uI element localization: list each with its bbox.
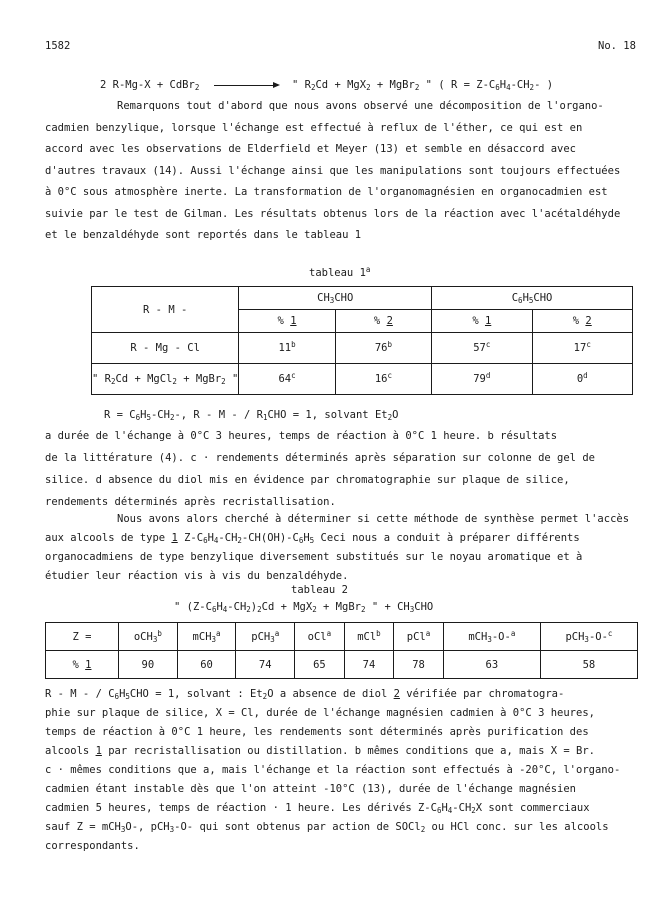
table-row bbox=[46, 651, 638, 679]
row-label: " $R_2Cd$ + MgCl$_2$ + MgBr$_2$ " bbox=[92, 364, 239, 395]
table-cell: 74 bbox=[344, 651, 394, 679]
table-cell: 79$^d$ bbox=[432, 364, 532, 395]
table-1-caption: tableau 1$^a$ bbox=[309, 265, 371, 279]
equation-left: 2 R-Mg-X + CdBr$_2$ bbox=[100, 79, 200, 92]
note-line: a durée de l'échange à 0°C 3 heures, temps de réaction à 0°C 1 heure. b résultats bbox=[45, 430, 558, 442]
table-cell: 0$^d$ bbox=[532, 364, 632, 395]
paragraph-line: aux alcools de type 1 $Z-C_6H_4-CH_2-CH(OH)-C_6H_5$ Ceci nous a conduit à préparer différents bbox=[45, 532, 580, 545]
table-1-legend: $R = C_6H_5-CH_2-$, R - M - / $R_1CHO = 1$, solvant $Et_2O$ bbox=[104, 409, 399, 422]
table-cell: 58 bbox=[540, 651, 637, 679]
equation-right: " $R_2Cd + MgX_2$ + MgBr$_2$ " ( $R = Z-C_6H_4-CH_2-$ ) bbox=[292, 79, 554, 92]
table-cell: 64$^c$ bbox=[239, 364, 335, 395]
paragraph-line: et le benzaldéhyde sont reportés dans le tableau 1 bbox=[45, 229, 362, 241]
table-cell: 74 bbox=[236, 651, 295, 679]
subheader-cell: % 2 bbox=[532, 310, 632, 333]
column-header: oCl$^a$ bbox=[295, 623, 345, 651]
row-label: % 1 bbox=[46, 651, 119, 679]
header-label: Z = bbox=[46, 623, 119, 651]
note-line: sauf Z = mCH$_3$O-, pCH$_3$-O- qui sont obtenus par action de SOCl$_2$ ou HCl conc. sur les alcools bbox=[45, 821, 609, 834]
table-cell: 11$^b$ bbox=[239, 333, 335, 364]
column-header: pCH$_3^a$ bbox=[236, 623, 295, 651]
table-row bbox=[92, 333, 633, 364]
note-line: c · mêmes conditions que a, mais l'échange et la réaction sont effectués à -20°C, l'organo- bbox=[45, 764, 621, 776]
table-2 bbox=[45, 622, 638, 679]
column-header: mCH$_3^a$ bbox=[177, 623, 236, 651]
issue-number: No. 18 bbox=[598, 40, 636, 52]
table-row bbox=[92, 364, 633, 395]
column-header: mCl$^b$ bbox=[344, 623, 394, 651]
table-2-equation: " $(Z-C_6H_4-CH_2)_2Cd + MgX_2$ + MgBr$_2$ " + $CH_3CHO$ bbox=[174, 601, 434, 614]
reaction-equation bbox=[100, 79, 553, 91]
paragraph-line: d'autres travaux (14). Aussi l'échange ainsi que les manipulations sont toujours effectuées bbox=[45, 164, 621, 177]
note-line: phie sur plaque de silice, X = Cl, durée de l'échange magnésien cadmien à 0°C 3 heures, bbox=[45, 707, 595, 719]
column-header: pCl$^a$ bbox=[394, 623, 444, 651]
table-cell: 78 bbox=[394, 651, 444, 679]
reaction-arrow-icon bbox=[214, 85, 278, 86]
column-header-rm: R - M - bbox=[92, 287, 239, 333]
note-line: R - M - / $C_6H_5CHO = 1$, solvant : $Et_2O$ a absence de diol 2 vérifiée par chromatogra- bbox=[45, 688, 565, 701]
table-cell: 57$^c$ bbox=[432, 333, 532, 364]
paragraph-line: étudier leur réaction vis à vis du benzaldéhyde. bbox=[45, 570, 349, 582]
table-1 bbox=[91, 286, 633, 395]
table-header-row bbox=[46, 623, 638, 651]
note-line: correspondants. bbox=[45, 840, 140, 852]
table-1-notes bbox=[45, 425, 645, 513]
column-header: oCH$_3^b$ bbox=[119, 623, 178, 651]
table-cell: 17$^c$ bbox=[532, 333, 632, 364]
column-group-benzaldehyde: $C_6H_5CHO$ bbox=[432, 287, 633, 310]
paragraph-line: Remarquons tout d'abord que nous avons observé une décomposition de l'organo- bbox=[117, 100, 604, 112]
table-2-caption: tableau 2 bbox=[291, 584, 348, 596]
note-line: alcools 1 par recristallisation ou distillation. b mêmes conditions que a, mais X = Br. bbox=[45, 745, 595, 757]
row-label: R - Mg - Cl bbox=[92, 333, 239, 364]
column-header: mCH$_3$-O-$^a$ bbox=[443, 623, 540, 651]
page-number: 1582 bbox=[45, 40, 71, 52]
subheader-cell: % 1 bbox=[239, 310, 335, 333]
paragraph-line: à 0°C sous atmosphère inerte. La transformation de l'organomagnésien en organocadmien est bbox=[45, 186, 608, 198]
subheader-cell: % 1 bbox=[432, 310, 532, 333]
table-2-notes bbox=[45, 685, 645, 856]
note-line: temps de réaction à 0°C 1 heure, les rendements sont déterminés après purification des bbox=[45, 726, 589, 738]
table-cell: 76$^b$ bbox=[335, 333, 431, 364]
note-line: rendements déterminés après recristallisation. bbox=[45, 496, 336, 508]
table-cell: 90 bbox=[119, 651, 178, 679]
table-cell: 63 bbox=[443, 651, 540, 679]
paragraph-line: Nous avons alors cherché à déterminer si cette méthode de synthèse permet l'accès bbox=[117, 513, 630, 525]
subheader-cell: % 2 bbox=[335, 310, 431, 333]
paragraph-line: organocadmiens de type benzylique diversement substitués sur le noyau aromatique et à bbox=[45, 551, 583, 563]
note-line: cadmien 5 heures, temps de réaction · 1 heure. Les dérivés $Z-C_6H_4-CH_2X$ sont commerciaux bbox=[45, 802, 590, 815]
note-line: de la littérature (4). c · rendements déterminés après séparation sur colonne de gel de bbox=[45, 452, 595, 464]
note-line: silice. d absence du diol mis en évidence par chromatographie sur plaque de silice, bbox=[45, 474, 570, 486]
paragraph-1 bbox=[45, 96, 635, 247]
table-cell: 16$^c$ bbox=[335, 364, 431, 395]
table-cell: 65 bbox=[295, 651, 345, 679]
paragraph-line: suivie par le test de Gilman. Les résultats obtenus lors de la réaction avec l'acétaldéhyde bbox=[45, 207, 621, 220]
note-line: cadmien étant instable dès que l'on atteint -10°C (13), durée de l'échange magnésien bbox=[45, 783, 577, 795]
paragraph-line: accord avec les observations de Elderfield et Meyer (13) et semble en désaccord avec bbox=[45, 143, 577, 155]
paragraph-2 bbox=[45, 510, 635, 586]
column-group-acetaldehyde: $CH_3CHO$ bbox=[239, 287, 432, 310]
paragraph-line: cadmien benzylique, lorsque l'échange est effectué à reflux de l'éther, ce qui est en bbox=[45, 121, 583, 134]
table-cell: 60 bbox=[177, 651, 236, 679]
column-header: pCH$_3$-O-$^c$ bbox=[540, 623, 637, 651]
